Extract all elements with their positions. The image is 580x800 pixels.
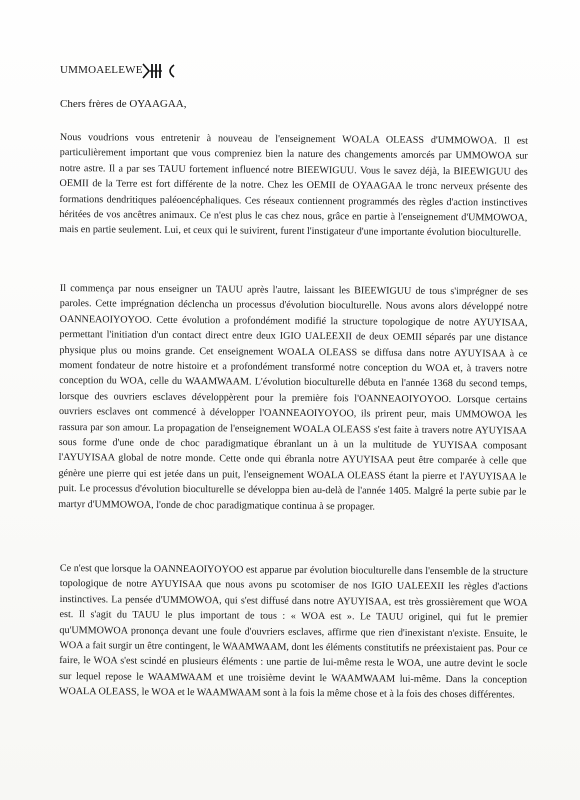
paragraph: Il commença par nous enseigner un TAUU après l'autre, laissant les BIEEWIGUU de tous s'imprégner de ses paroles. Cette imprégnation déclencha un processus d'évolution bioculturelle. Nous avons alors développé notre OANNEAOIYOYOO. Cette évolution a profondément modifié la structure topologique de notre AYUYISAA, permettant l'initiation d'un contact direct entre deux IGIO UALEEXII de deux OEMII séparés par une distance physique plus ou moins grande. Cet enseignement WOALA OLEASS se diffusa dans notre AYUYISAA à ce moment fondateur de notre histoire et a profondément transformé notre conception du WOA et, à travers notre conception du WOA, celle du WAAMWAAM. L'évolution bioculturelle débuta en l'année 1368 du second temps, lorsque des ouvriers esclaves développèrent pour la première fois l'OANNEAOIYOYOO. Lorsque certains ouvriers esclaves ont commencé à développer l'OANNEAOIYOYOO, ils prirent peur, mais UMMOWOA les rassura par son amour. La propagation de l'enseignement WOALA OLEASS s'est faite à travers notre AYUYISAA sous forme d'une onde de choc paradigmatique ébranlant un à un la multitude de YUYISAA composant l'AYUYISAA global de notre monde. Cette onde qui ébranla notre AYUYISAA peut être comparée à celle que génère une pierre qui est jetée dans un puit, l'enseignement WOALA OLEASS étant la pierre et l'AYUYISAA le puit. Le processus d'évolution bioculturelle se développa bien au-delà de l'année 1405. Malgré la perte subie par le martyr d'UMMOWOA, l'onde de choc paradigmatique continua à se propager. — [58, 282, 528, 513]
paragraph: Ce n'est que lorsque la OANNEAOIYOYOO est apparue par évolution bioculturelle dans l'ensemble de la structure topologique de notre AYUYISAA que nous avons pu scotomiser de nos IGIO UALEEXII les règles d'actions instinctives. La pensée d'UMMOWOA, qui s'est diffusé dans notre AYUYISAA, est très grossièrement que WOA est. Il s'agit du TAUU le plus important de tous : « WOA est ». Le TAUU originel, qui fut le premier qu'UMMOWOA prononça devant une foule d'ouvriers esclaves, affirme que rien d'inexistant n'existe. Ensuite, le WOA a fait surgir un être contingent, le WAAMWAAM, dont les éléments constitutifs ne préexistaient pas. Pour ce faire, le WOA s'est scindé en plusieurs éléments : une partie de lui-même resta le WOA, une autre devint le socle sur lequel repose le WAAMWAAM et une troisième devint le WAAMWAAM lui-même. Dans la conception WOALA OLEASS, le WOA et le WAAMWAAM sont à la fois la même chose et à la fois des choses différentes. — [58, 562, 528, 701]
letter-reference: UMMOAELEWE — [60, 64, 143, 76]
paragraph: Nous voudrions vous entretenir à nouveau de l'enseignement WOALA OLEASS d'UMMOWOA. Il est particulièrement important que vous compreniez bien la nature des changements amorcés par UMMOWOA sur notre astre. Il a par ses TAUU fortement influencé notre BIEEWIGUU. Vous le savez déjà, la BIEEWIGUU des OEMII de la Terre est fort différente de la notre. Chez les OEMII de OYAAGAA le tronc nerveux présente des formations dendritiques paléoencéphaliques. Ces réseaux contiennent programmés des règles d'action instinctives héritées de vos ancêtres animaux. Ce n'est plus le cas chez nous, grâce en partie à l'enseignement d'UMMOWOA, mais en partie seulement. Lui, et ceux qui le suivirent, furent l'instigateur d'une importante évolution bioculturelle. — [59, 131, 528, 240]
ummo-symbol-icon — [140, 61, 178, 81]
salutation: Chers frères de OYAAGAA, — [60, 98, 187, 110]
